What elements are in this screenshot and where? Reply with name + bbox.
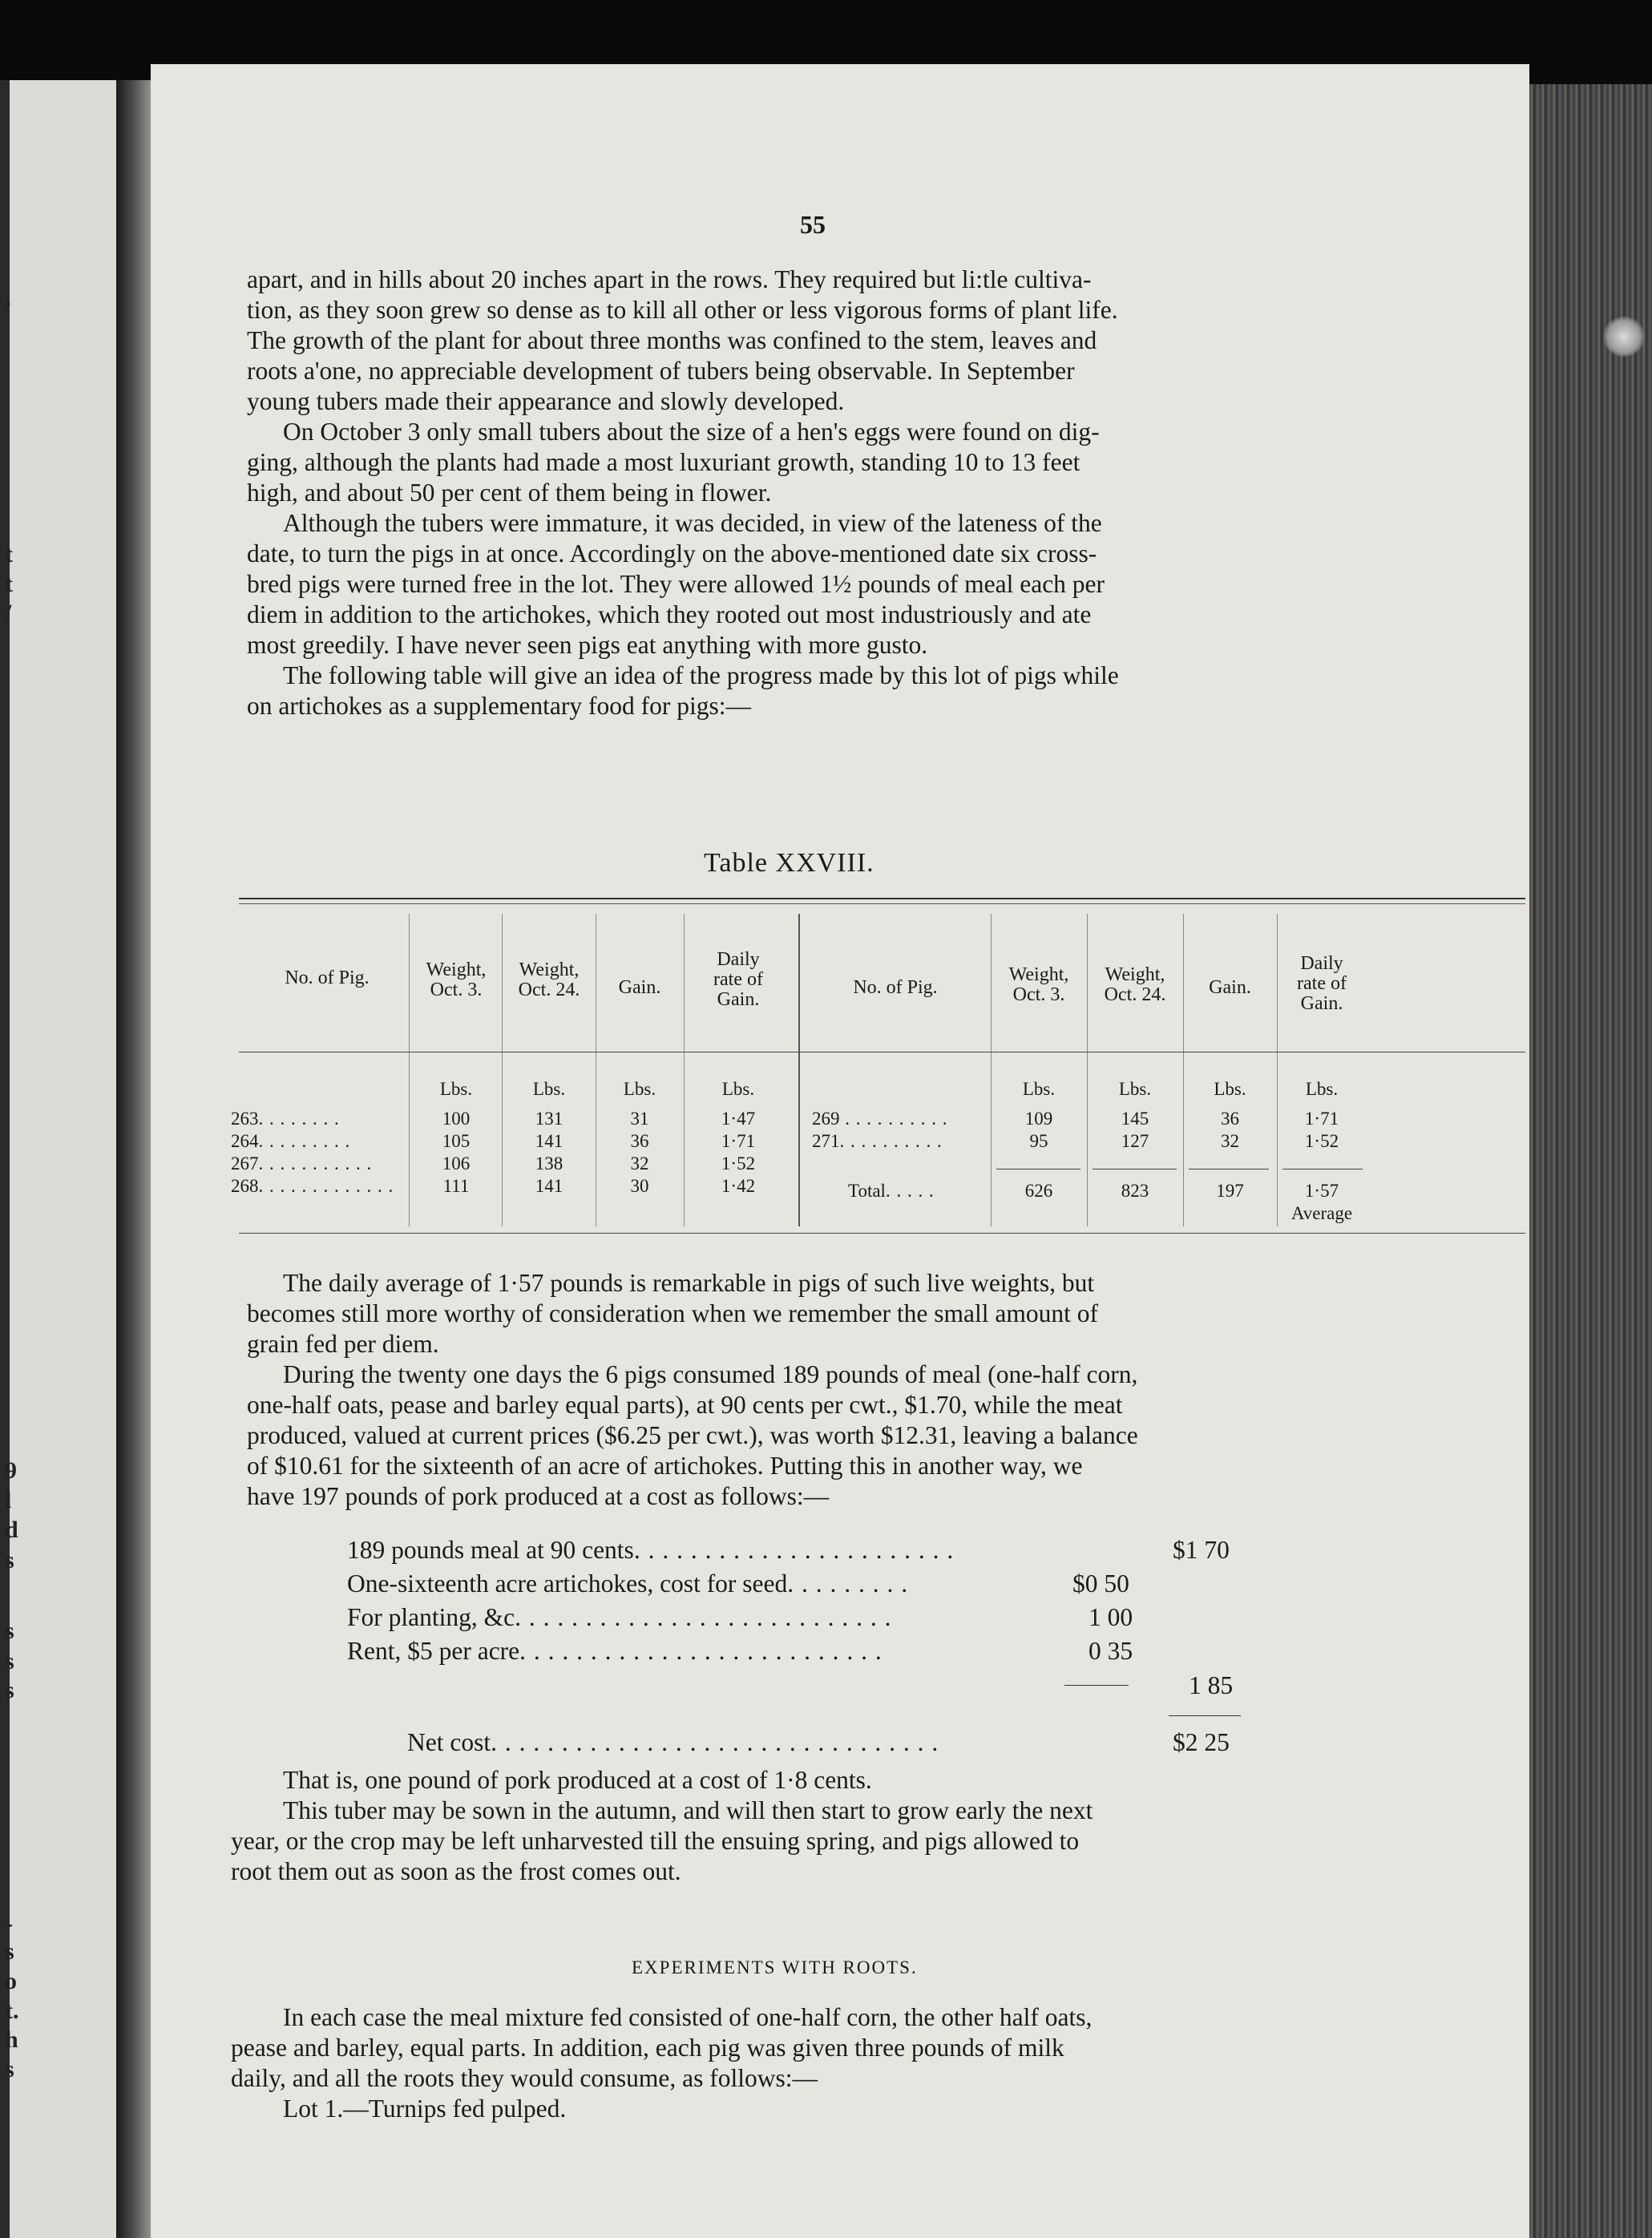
margin-fragment: t. — [5, 1998, 19, 2024]
pig-number: 271. . . . . . . . . . — [812, 1131, 943, 1151]
column-divider — [502, 914, 503, 1226]
margin-fragment: l — [5, 1487, 12, 1513]
pig-number: 267. . . . . . . . . . . — [231, 1153, 373, 1174]
daily-rate: 1·71 — [721, 1131, 756, 1151]
text-line: on artichokes as a supplementary food for pigs:— — [247, 692, 751, 720]
column-divider — [409, 914, 410, 1226]
unit-label: Lbs. — [1305, 1079, 1339, 1099]
margin-fragment: , — [5, 285, 11, 311]
text-line: year, or the crop may be left unharvested till the ensuing spring, and pigs allowed to — [231, 1827, 1080, 1855]
text-line: daily, and all the roots they would consume, as follows:— — [231, 2064, 818, 2092]
column-header: Daily rate of Gain. — [1297, 953, 1347, 1014]
daily-rate: 1·52 — [1304, 1131, 1339, 1151]
text-line: have 197 pounds of pork produced at a cost as follows:— — [247, 1482, 830, 1510]
net-cost-label: Net cost. . . . . . . . . . . . . . . . . . . . . . . . . . . . . . . . — [407, 1728, 939, 1756]
column-header: Daily rate of Gain. — [713, 949, 763, 1010]
table-top-rule — [239, 898, 1525, 899]
text-line: of $10.61 for the sixteenth of an acre of artichokes. Putting this in another way, we — [247, 1452, 1083, 1480]
column-divider — [1277, 914, 1278, 1226]
daily-rate: 1·42 — [721, 1176, 756, 1196]
gain: 31 — [630, 1109, 649, 1129]
margin-fragment: - — [5, 1910, 13, 1937]
column-header: Weight, Oct. 24. — [518, 959, 580, 1000]
net-cost-value: $2 25 — [1173, 1728, 1230, 1756]
subtotal-rule — [1064, 1685, 1129, 1686]
weight-oct24: 138 — [535, 1153, 563, 1174]
text-line: young tubers made their appearance and slowly developed. — [247, 387, 845, 415]
pig-number: 269 . . . . . . . . . . — [812, 1109, 948, 1129]
unit-label: Lbs. — [721, 1079, 755, 1099]
pig-number: 263. . . . . . . . — [231, 1109, 340, 1129]
margin-fragment: / — [5, 600, 12, 626]
text-line: high, and about 50 per cent of them being in flower. — [247, 479, 772, 507]
total-label: Total. . . . . — [848, 1181, 935, 1201]
text-line: The growth of the plant for about three months was confined to the stem, leaves and — [247, 326, 1097, 354]
unit-label: Lbs. — [1118, 1079, 1152, 1099]
text-line: bred pigs were turned free in the lot. They were allowed 1½ pounds of meal each per — [247, 570, 1105, 598]
page-number: 55 — [800, 210, 826, 239]
table-top-rule — [239, 903, 1525, 904]
margin-fragment: 9 — [5, 1457, 17, 1484]
text-line: most greedily. I have never seen pigs eat anything with more gusto. — [247, 631, 928, 659]
text-line: one-half oats, pease and barley equal parts), at 90 cents per cwt., $1.70, while the meat — [247, 1391, 1123, 1419]
average-note: Average — [1290, 1203, 1353, 1223]
cost-inner-value: 0 35 — [1089, 1637, 1133, 1665]
total-weight-oct24: 823 — [1121, 1181, 1149, 1201]
text-line: That is, one pound of pork produced at a cost of 1·8 cents. — [283, 1766, 872, 1794]
text-line: produced, valued at current prices ($6.25 per cwt.), was worth $12.31, leaving a balance — [247, 1421, 1138, 1449]
book-gutter — [116, 80, 152, 2238]
weight-oct3: 111 — [442, 1176, 470, 1196]
weight-oct24: 145 — [1121, 1109, 1149, 1129]
cost-subtotal: 1 85 — [1189, 1671, 1234, 1699]
weight-oct3: 109 — [1024, 1109, 1053, 1129]
gain: 36 — [1221, 1109, 1239, 1129]
margin-fragment: t — [5, 541, 13, 568]
margin-fragment: d — [5, 1517, 18, 1543]
margin-fragment: s — [5, 1648, 14, 1674]
unit-label: Lbs. — [1022, 1079, 1056, 1099]
cost-label: 189 pounds meal at 90 cents. . . . . . . . . . . . . . . . . . . . . . . — [347, 1536, 955, 1564]
weight-oct24: 141 — [535, 1176, 563, 1196]
column-divider — [684, 914, 685, 1226]
column-divider — [1183, 914, 1184, 1226]
gain: 32 — [630, 1153, 649, 1174]
weight-oct3: 95 — [1029, 1131, 1048, 1151]
text-line: ging, although the plants had made a most luxuriant growth, standing 10 to 13 feet — [247, 448, 1080, 476]
weight-oct24: 141 — [535, 1131, 563, 1151]
gain: 36 — [630, 1131, 649, 1151]
table-title: Table XXVIII. — [704, 848, 874, 878]
text-line: becomes still more worthy of consideration when we remember the small amount of — [247, 1299, 1098, 1327]
book-fore-edge — [1523, 84, 1652, 2238]
total-gain: 197 — [1216, 1181, 1244, 1201]
text-line: roots a'one, no appreciable development of tubers being observable. In September — [247, 357, 1075, 385]
cost-label: One-sixteenth acre artichokes, cost for seed. . . . . . . . . — [347, 1569, 909, 1598]
text-line: The following table will give an idea of the progress made by this lot of pigs while — [283, 661, 1119, 689]
daily-rate: 1·71 — [1304, 1109, 1339, 1129]
section-heading: EXPERIMENTS WITH ROOTS. — [632, 1957, 918, 1977]
pig-number: 264. . . . . . . . . — [231, 1131, 351, 1151]
column-header: No. of Pig. — [285, 968, 370, 988]
margin-fragment: s — [5, 1547, 14, 1573]
column-divider — [798, 914, 800, 1226]
daily-rate: 1·52 — [721, 1153, 756, 1174]
average-rate: 1·57 — [1304, 1181, 1339, 1201]
column-header: Weight, Oct. 24. — [1104, 964, 1166, 1005]
unit-label: Lbs. — [532, 1079, 566, 1099]
margin-fragment: t — [5, 571, 13, 597]
column-header: No. of Pig. — [853, 977, 938, 998]
text-line: pease and barley, equal parts. In addition, each pig was given three pounds of milk — [231, 2034, 1064, 2062]
margin-fragment: s — [5, 1677, 14, 1703]
text-line: grain fed per diem. — [247, 1330, 439, 1358]
net-cost-rule — [1169, 1715, 1241, 1716]
document-page — [151, 64, 1529, 2238]
column-header: Weight, Oct. 3. — [426, 959, 487, 1000]
column-divider — [1087, 914, 1088, 1226]
cost-label: For planting, &c. . . . . . . . . . . . . . . . . . . . . . . . . . . — [347, 1603, 892, 1631]
weight-oct24: 131 — [535, 1109, 563, 1129]
left-page-fragment — [0, 80, 120, 2238]
column-divider — [991, 914, 992, 1226]
text-line: root them out as soon as the frost comes out. — [231, 1857, 681, 1885]
column-header: Weight, Oct. 3. — [1008, 964, 1069, 1005]
text-line: During the twenty one days the 6 pigs consumed 189 pounds of meal (one-half corn, — [283, 1360, 1138, 1388]
text-line: In each case the meal mixture fed consisted of one-half corn, the other half oats, — [283, 2003, 1093, 2031]
gain: 32 — [1221, 1131, 1239, 1151]
column-header: Gain. — [618, 977, 661, 998]
weight-oct3: 105 — [442, 1131, 471, 1151]
scan-smudge — [1603, 317, 1645, 357]
cost-inner-value: 1 00 — [1089, 1603, 1133, 1631]
weight-oct3: 106 — [442, 1153, 471, 1174]
text-line: Although the tubers were immature, it was decided, in view of the lateness of the — [283, 509, 1102, 537]
unit-label: Lbs. — [439, 1079, 473, 1099]
text-line: The daily average of 1·57 pounds is remarkable in pigs of such live weights, but — [283, 1269, 1095, 1297]
text-line: apart, and in hills about 20 inches apart in the rows. They required but li:tle cultiva- — [247, 265, 1092, 293]
weight-oct3: 100 — [442, 1109, 471, 1129]
text-line: Lot 1.—Turnips fed pulped. — [283, 2095, 567, 2123]
cost-label: Rent, $5 per acre. . . . . . . . . . . . . . . . . . . . . . . . . . — [347, 1637, 883, 1665]
weight-oct24: 127 — [1121, 1131, 1149, 1151]
gain: 30 — [630, 1176, 649, 1196]
margin-fragment: s — [5, 2056, 14, 2082]
total-weight-oct3: 626 — [1024, 1181, 1053, 1201]
text-line: date, to turn the pigs in at once. Accordingly on the above-mentioned date six cross- — [247, 539, 1097, 568]
unit-label: Lbs. — [623, 1079, 656, 1099]
unit-label: Lbs. — [1214, 1079, 1246, 1099]
text-line: On October 3 only small tubers about the size of a hen's eggs were found on dig- — [283, 418, 1100, 446]
margin-fragment: s — [5, 1618, 14, 1644]
daily-rate: 1·47 — [721, 1109, 756, 1129]
text-line: This tuber may be sown in the autumn, and will then start to grow early the next — [283, 1796, 1093, 1824]
margin-fragment: h — [5, 2026, 18, 2053]
cost-inner-value: $0 50 — [1072, 1569, 1129, 1598]
column-header: Gain. — [1209, 977, 1251, 998]
margin-fragment: s — [5, 1938, 14, 1965]
table-bottom-rule — [239, 1233, 1525, 1234]
margin-fragment: o — [5, 1968, 17, 1994]
pig-number: 268. . . . . . . . . . . . . — [231, 1176, 394, 1196]
text-line: diem in addition to the artichokes, which they rooted out most industriously and ate — [247, 600, 1092, 628]
cost-outer-value: $1 70 — [1173, 1536, 1230, 1564]
text-line: tion, as they soon grew so dense as to kill all other or less vigorous forms of plant life. — [247, 296, 1118, 324]
